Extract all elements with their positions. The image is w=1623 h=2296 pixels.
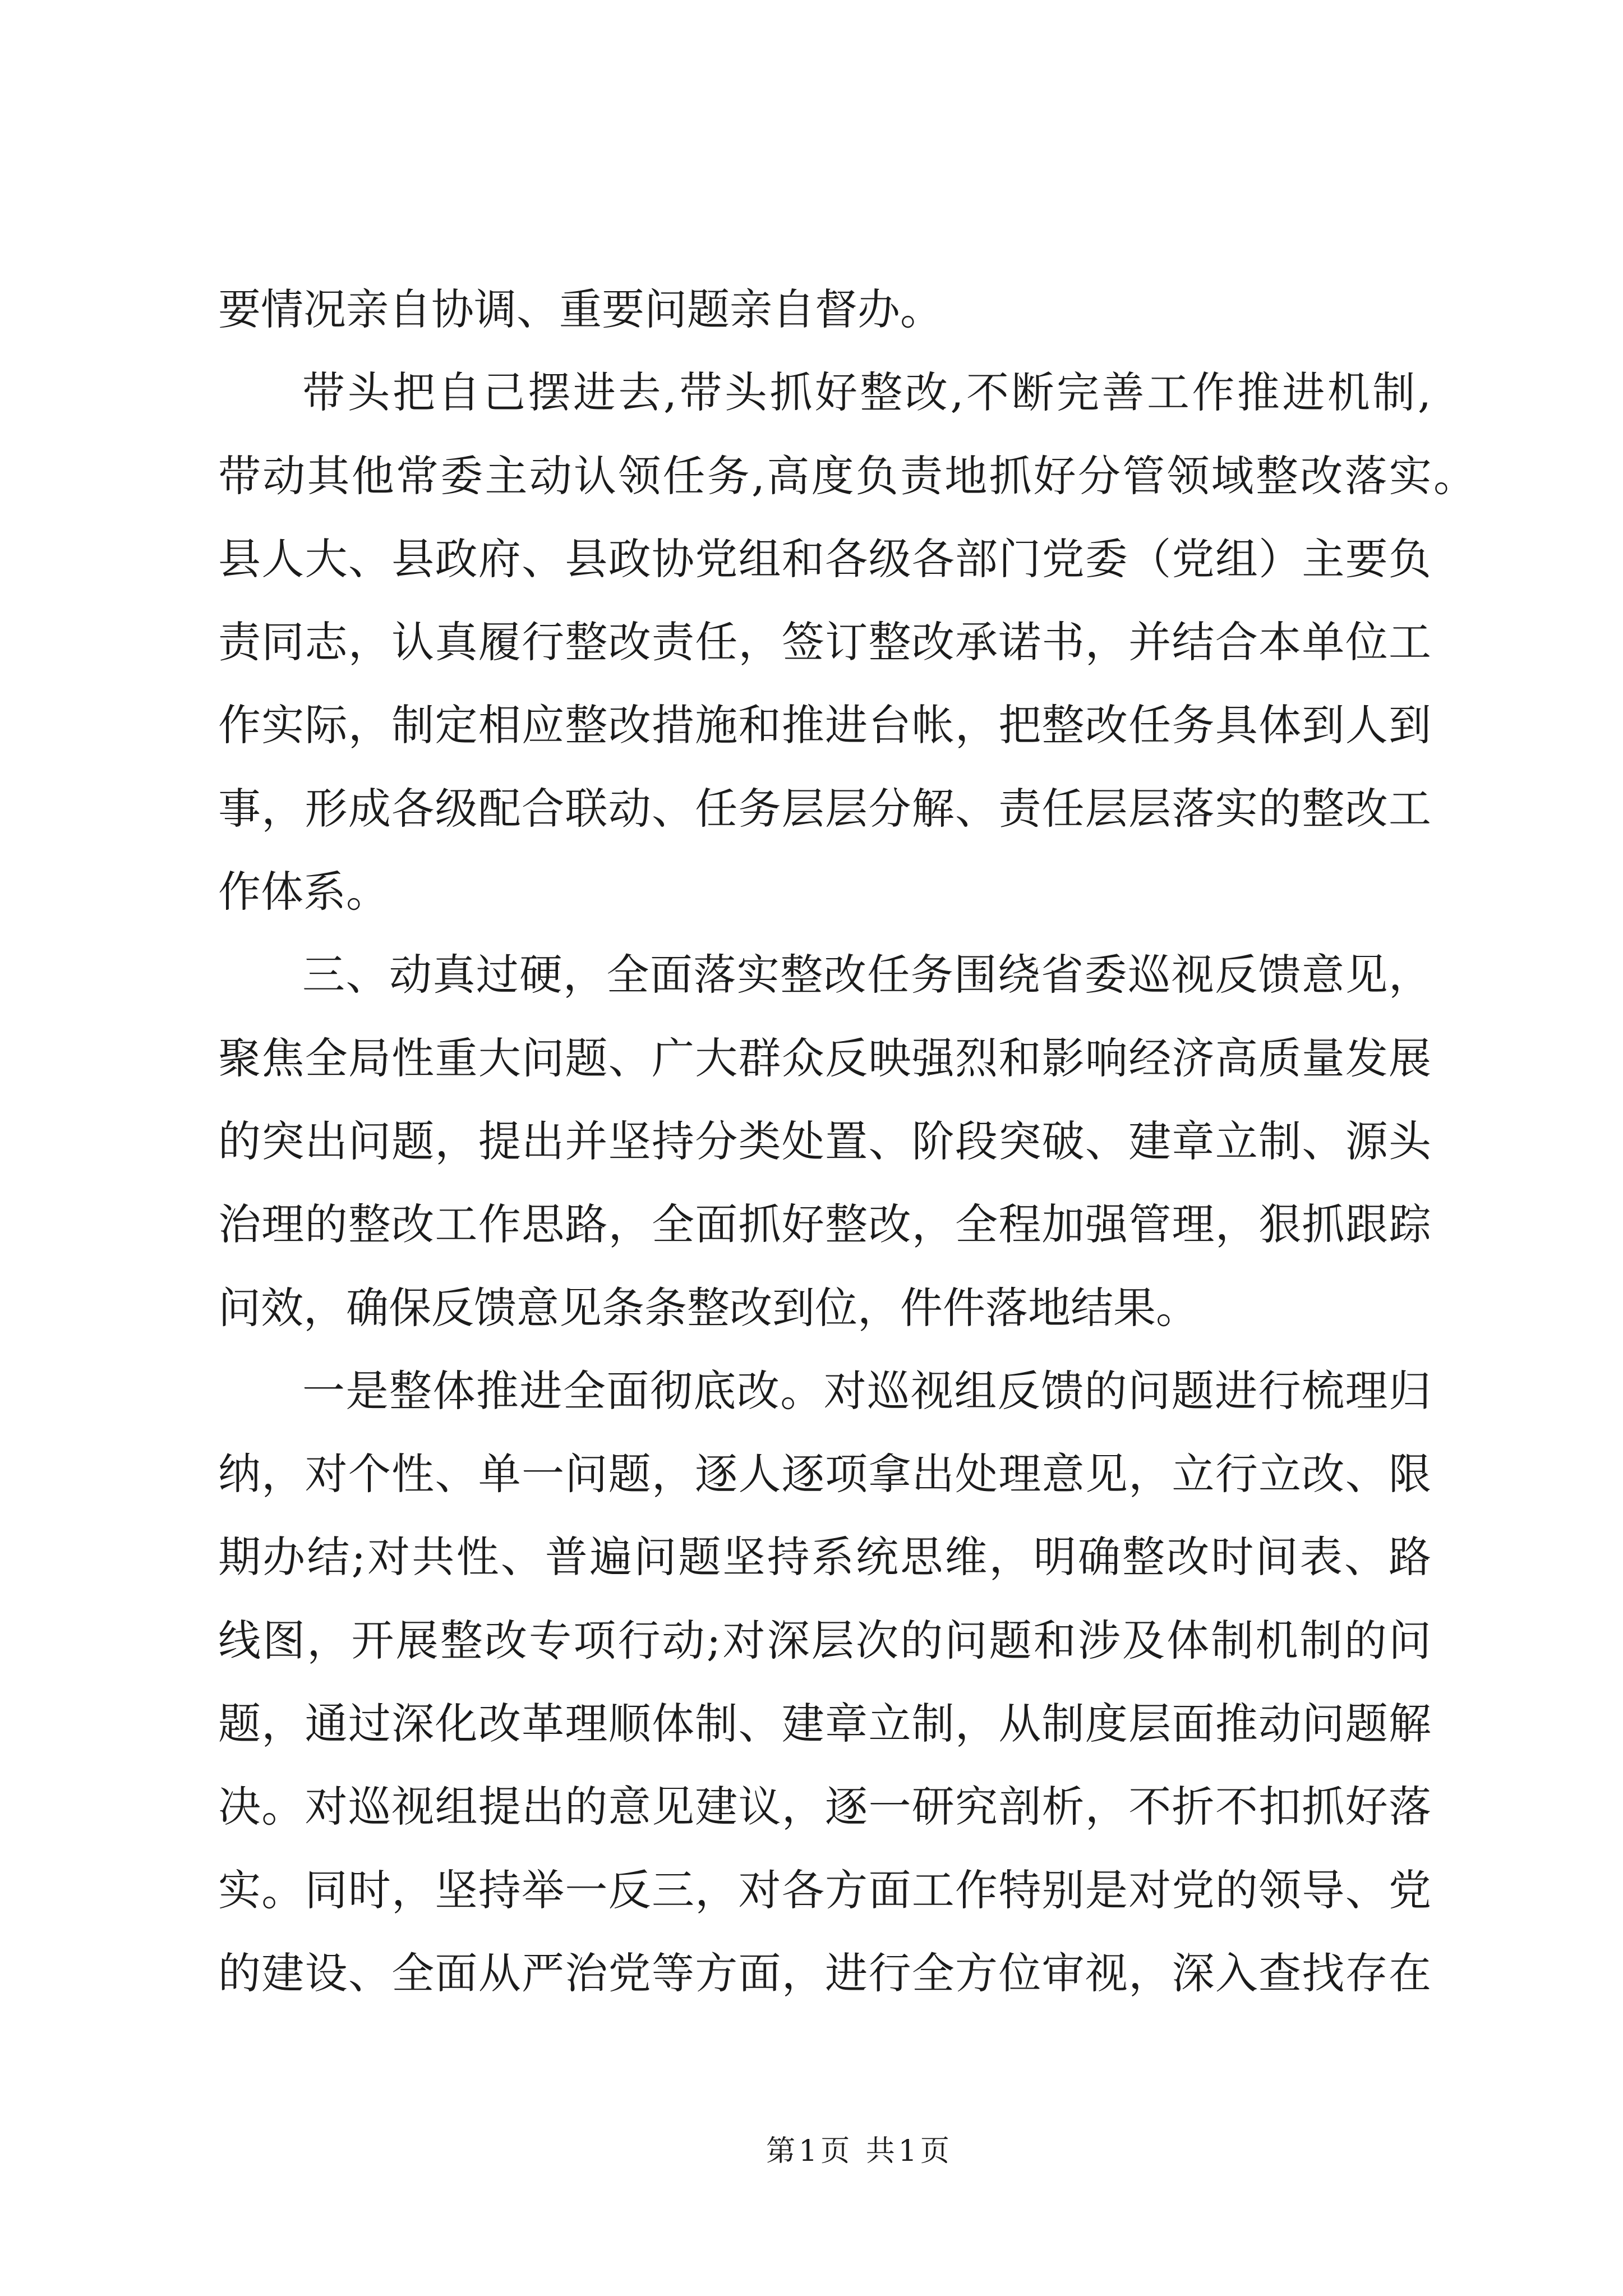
text-line: 题，通过深化改革理顺体制、建章立制，从制度层面推动问题解 — [218, 1699, 1431, 1749]
text-line: 的突出问题，提出并坚持分类处置、阶段突破、建章立制、源头 — [218, 1116, 1431, 1166]
text-line: 聚焦全局性重大问题、广大群众反映强烈和影响经济高质量发展 — [218, 1033, 1431, 1083]
text-line: 作体系。 — [218, 867, 389, 917]
paragraph — [218, 933, 1431, 1349]
text-line: 治理的整改工作思路，全面抓好整改，全程加强管理，狠抓跟踪 — [218, 1199, 1431, 1250]
text-line: 一是整体推进全面彻底改。对巡视组反馈的问题进行梳理归 — [302, 1365, 1431, 1416]
text-line: 责同志，认真履行整改责任，签订整改承诺书，并结合本单位工 — [218, 617, 1431, 668]
text-line: 事，形成各级配合联动、任务层层分解、责任层层落实的整改工 — [218, 783, 1431, 834]
body-text — [218, 268, 1476, 2015]
text-line: 县人大、县政府、县政协党组和各级各部门党委（党组）主要负 — [218, 533, 1431, 584]
text-line: 线图，开展整改专项行动;对深层次的问题和涉及体制机制的问 — [218, 1615, 1431, 1665]
paragraph — [218, 268, 1431, 351]
text-line: 期办结;对共性、普遍问题坚持系统思维，明确整改时间表、路 — [218, 1532, 1431, 1582]
text-line: 带动其他常委主动认领任务,高度负责地抓好分管领域整改落实。 — [218, 450, 1476, 501]
page-number-footer: 第1页 共1页 — [766, 2134, 953, 2168]
text-line: 实。同时，坚持举一反三，对各方面工作特别是对党的领导、党 — [218, 1865, 1431, 1915]
paragraph — [218, 351, 1476, 933]
paragraph — [218, 1350, 1431, 2015]
text-line: 纳，对个性、单一问题，逐人逐项拿出处理意见，立行立改、限 — [218, 1449, 1431, 1499]
text-line: 要情况亲自协调、重要问题亲自督办。 — [218, 284, 943, 334]
text-line: 带头把自己摆进去,带头抓好整改,不断完善工作推进机制, — [302, 367, 1431, 418]
text-line: 问效，确保反馈意见条条整改到位，件件落地结果。 — [218, 1282, 1198, 1333]
text-line: 决。对巡视组提出的意见建议，逐一研究剖析，不折不扣抓好落 — [218, 1782, 1431, 1832]
text-line: 作实际，制定相应整改措施和推进台帐，把整改任务具体到人到 — [218, 700, 1431, 751]
text-line: 的建设、全面从严治党等方面，进行全方位审视，深入查找存在 — [218, 1948, 1431, 1998]
text-line: 三、动真过硬，全面落实整改任务围绕省委巡视反馈意见， — [302, 950, 1431, 1000]
